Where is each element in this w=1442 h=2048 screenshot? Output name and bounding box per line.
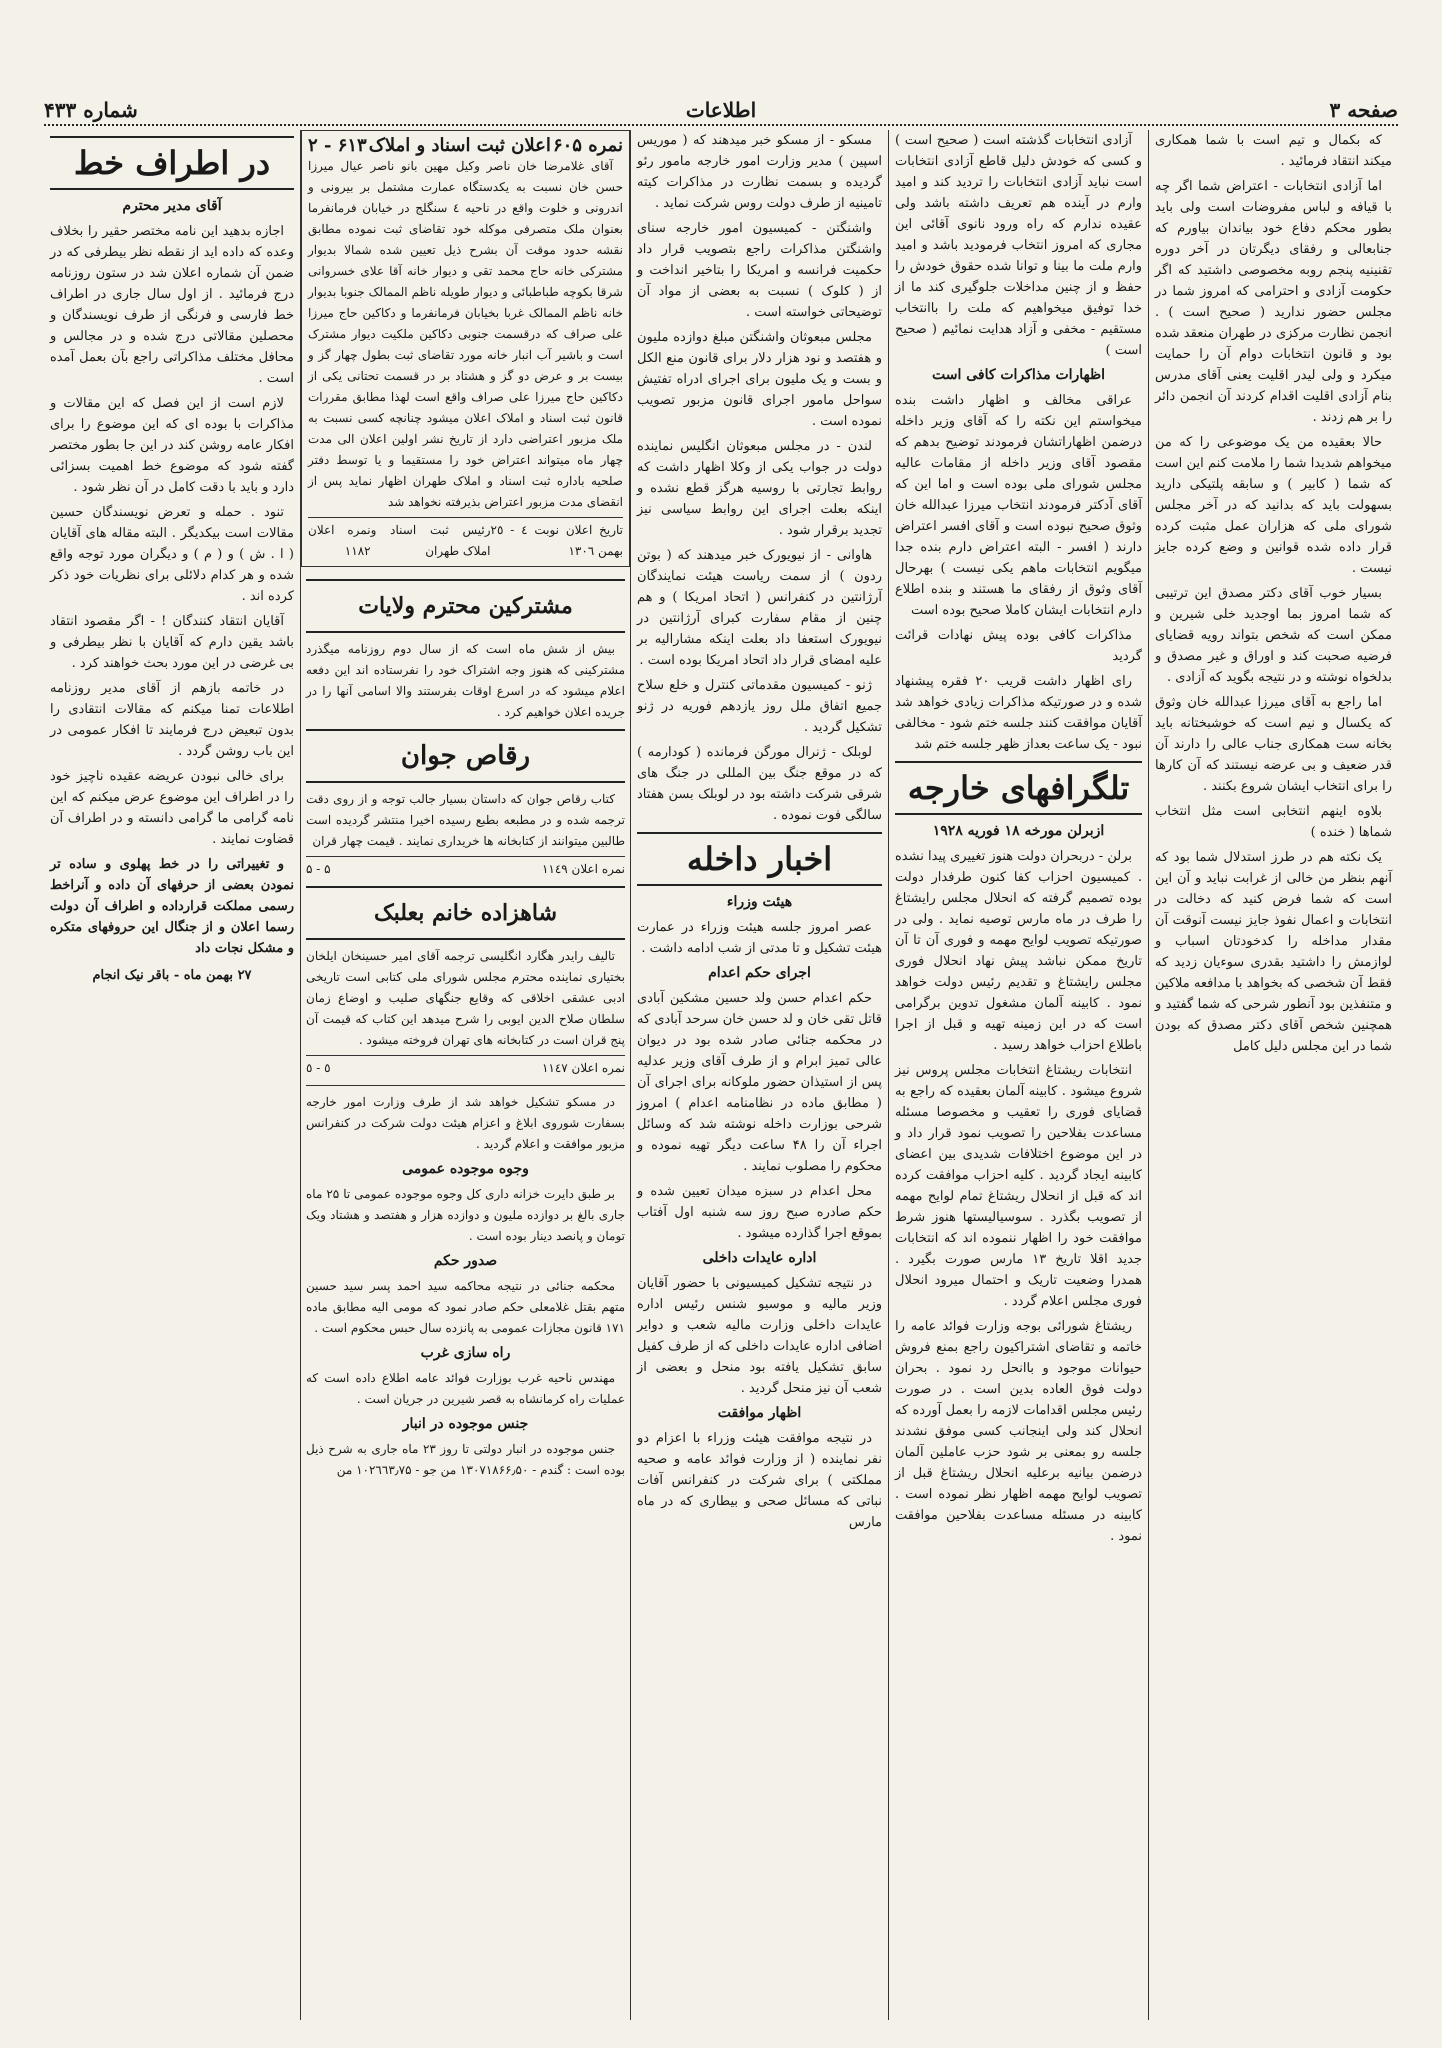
notice-body: آقای غلامرضا خان ناصر وکیل مهین بانو ناصر عیال میرزا حسن خان نسبت به یکدستگاه عمارت مشتمل بر بیرونی و اندرونی و خلوت واقع در ناحیه ٤ سنگلج در خیابان فرمانفرما بعنوان ملک متصرفی موکله خود تقاضای ثبت نموده مطابق نقشه حدود موقت آن بشرح ذیل تعیین شده شمالا بدیوار مشترکی خانه حاج محمد تقی و دیوار خانه آقا علای خسروانی شرقا بکوچه طباطبائی و دیوار طویله ناظم الممالک جنوبا بدیوار خانه ناظم الممالک غربا بخیابان فرمانفرما و دکاکین حاج میرزا علی صراف که درقسمت جنوبی دکاکین ملکیت دیوار مشترک است و باشیر آب انبار خانه مورد تقاضای ثبت بطول چهار گز و بیست بر و عرض دو گز و هشتاد بر در قسمت تحتانی یکی از دکاکین حاج میرزا علی صراف واقع است لهذا مطابق مقررات قانون ثبت اسناد و املاک اعلان میشود چنانچه کسی نسبت به ملک مزبور اعتراضی دارد از تاریخ نشر اولین اعلان الی مدت چهار ماه میتواند اعتراض خود را مستقیما و یا توسط دفتر صلحیه باداره ثبت اسناد و املاک طهران اظهار نماید پس از انقضای مدت مزبور اعتراض بذیرفته نخواهد شد (308, 159, 623, 509)
col3-para1: مسکو - از مسکو خبر میدهند که ( موریس اسپین ) مدیر وزارت امور خارجه مامور رئو گردیده و بسمت نظارت در مذاکرات کیته تامینیه از طرف دولت روس شرکت نماید . (637, 133, 882, 211)
col4-news-para5: جنس موجوده در انبار دولتی تا روز ۲۳ ماه جاری به شرح ذیل بوده است : گندم - ۱۳۰۷۱۸۶۶٫۵۰ من جو - ۱۰۲٦٦۳٫۷۵ من (306, 1442, 625, 1477)
col1-para1: که بکمال و تیم است با شما همکاری میکند انتقاد فرمائید . (1155, 133, 1392, 169)
young-dancer-title: رقاص جوان (306, 729, 625, 783)
column-2 (888, 130, 1148, 2020)
col4-sub-verdict: صدور حکم (433, 1253, 498, 1269)
col5-para3: تنود . حمله و تعرض نویسندگان حسین مقالات است بیکدیگر . البته مقاله های آقایان ( ا . ش ) و ( م ) و دیگران مورد توجه واقع شده و هر کدام دلائلی برای نظریات خود ذکر کرده اند . (50, 505, 294, 604)
domestic-sub-agreement: اظهار موافقت (717, 1405, 802, 1421)
col4-news-para4: مهندس ناحیه غرب بوزارت فوائد عامه اطلاع داده است که عملیات راه کرمانشاه به قصر شیرین در جریان است . (306, 1371, 625, 1406)
col3-para9: حکم اعدام حسن ولد حسین مشکین آبادی قاتل تقی خان و لد حسن خان سرحد آبادی که در محکمه جنائی صادر شده بود در دیوان عالی تمیز ابرام و از طرف آقای وزیر عدلیه پس از استیذان حضور ملوکانه برای اجرای آن ( مطابق ماده در نظامنامه اعدام ) امروز شرحی بوزارت داخله نوشته شد که وسائل اجراء آن را ۴۸ ساعت دیگر تهیه نموده و محکوم را مصلوب نمایند . (637, 991, 882, 1174)
young-dancer-ref: ۵ - ۵ (306, 862, 331, 876)
princess-num: نمره اعلان ۱۱٤۷ (541, 1061, 625, 1075)
col4-news-para3: محکمه جنائی در نتیجه محاکمه سید احمد پسر سید حسین متهم بقتل غلامعلی حکم صادر نمود که مومی الیه مطابق ماده ۱۷۱ قانون مجازات عمومی به پانزده سال حبس محکوم است . (306, 1279, 625, 1335)
col3-para2: واشنگتن - کمیسیون امور خارجه سنای واشنگتن مذاکرات راجع بتصویب قرار داد حکمیت فرانسه و امریکا را بتاخیر انداخت و از ( کلوک ) نسبت به بعضی از مواد آن توضیحاتی خواسته است . (637, 221, 882, 320)
col3-para12: در نتیجه موافقت هیئت وزراء با اعزام دو نفر نماینده ( از وزارت فوائد عامه و صحیه مملکتی ) برای شرکت در کنفرانس آفات نباتی که مسائل صحی و بیطاری که در ماه مارس (637, 1431, 882, 1530)
issue-number: شماره ۴۳۳ (44, 98, 138, 122)
princess-title: شاهزاده خانم بعلبک (306, 886, 625, 940)
col2-para2: عراقی مخالف و اظهار داشت بنده میخواستم این نکته را که آقای وزیر داخله درضمن اظهاراتشان فرمودند توضیح بدهم که مقصود آقای وزیر داخله از مقامات عالیه مجلس شورای ملی بوده است و اما این که آقای آدکتر فرمودند انتخاب میرزا عبدالله خان وثوق صحیح نبوده است و آقای افسر اعتراض دارند ( افسر - البته اعتراض دارم بنده جدا میگویم انتخابات ماهم یکی نیست ) بهرحال آقای وثوق از رفقای ما هستند و بنده اطلاع دارم انتخابات ایشان کاملا صحیح بوده است (895, 393, 1142, 618)
letter-signature: ۲۷ بهمن ماه - باقر نیک انجام (92, 968, 252, 983)
column-1 (1148, 130, 1398, 2020)
notice-ref: ۶۱۳ - ۲ (308, 135, 367, 156)
col4-sub-road: راه سازی غرب (420, 1345, 511, 1361)
col2-para3: مذاکرات کافی بوده پیش نهادات قرائت گردید (895, 628, 1142, 664)
col2-para4: رای اظهار داشت قریب ۲۰ فقره پیشنهاد شده و در صورتیکه مذاکرات زیادی خواهد شد آقایان موافقت کنند جلسه ختم شود - مخالفی نبود - یک ساعت بعداز ظهر جلسه ختم شد (895, 674, 1142, 752)
col1-para3: حالا بعقیده من یک موضوعی را که من میخواهم شدیدا شما را ملامت کنم این است که شما ( کابیر ) و سابقه پلتیکی دارید بسهولت باید که بدانید که در آخر مجلس شورای ملی که هزاران عمل مثبت کرده قرار داده شده قوانین و وضع کرده جایز نیست . (1155, 435, 1392, 576)
princess-body: تالیف رایدر هگارد انگلیسی ترجمه آقای امیر حسینخان ایلخان بختیاری نماینده محترم مجلس شورای ملی کتابی است تاریخی ادبی عشقی اخلاقی که وقایع جنگهای صلیب و اوضاع زمان سلطان صلاح الدین ایوبی را شرح میدهد این کتاب که قیمت آن پنج قران است در کتابخانه های تهران فروخته میشود . (306, 949, 625, 1047)
telegram-dateline: ازبرلن مورخه ۱۸ فوریه ۱۹۲۸ (932, 823, 1105, 839)
column-5 (44, 130, 300, 2020)
domestic-sub-revenue: اداره عایدات داخلی (702, 1250, 817, 1266)
young-dancer-num: نمره اعلان ۱۱٤۹ (541, 862, 625, 876)
domestic-sub-execution: اجرای حکم اعدام (708, 965, 811, 981)
col3-para5: هاوانی - از نیویورک خبر میدهند که ( بوتن ردون ) از سمت ریاست هیئت نمایندگان آرژانتین در کنفرانس ( اتحاد امریکا ) و هم چنین از مقام سفارت کبرای آرژانتین در نیویورک استعفا داد بعلت اینکه مشارالیه بر علیه امضای قرار داد اتحاد امریکا بوده است . (637, 548, 882, 668)
col1-para6: بلاوه اینهم انتخابی است مثل انتخاب شماها ( خنده ) (1155, 804, 1392, 840)
subscribers-title: مشترکین محترم ولایات (306, 579, 625, 633)
col2-para7: ریشتاغ شورائی بوجه وزارت فوائد عامه را خاتمه و تقاضای اشتراکیون راجع بمنع فروش حیوانات موجود و باانحل رد نمود . بحران دولت فوق العاده بدین است . در صورت رئیس مجلس اقدامات لازمه را بعمل آورده که انحلال کند ولی اینجانب کسی موفق نشدند جلسه رو بمعنی بر شود حزب عاملین آلمان درضمن بیانیه برعلیه انحلال ریشتاغ قبل از تصویب لوایح مهمه اظهار نظر نموده است . کابینه در مسئله مساعدت بفلاحین موافقت نمود . (895, 1319, 1142, 1544)
col4-sub-warehouse: جنس موجوده در انبار (402, 1416, 529, 1432)
notice-number-2: نمره اعلان ۱۱۸۲ (308, 523, 371, 558)
col5-para7: و تغییراتی را در خط پهلوی و ساده تر نمودن بعضی از حرفهای آن داده و آنراخط رسمی مملکت قرارداده و اطراف آن دولت رسما اعلان و از جنگال این حروفهای متکره و مشکل نجات داد (50, 857, 294, 956)
col3-para11: در نتیجه تشکیل کمیسیونی با حضور آقایان وزیر مالیه و موسیو شنس رئیس اداره عایدات داخلی وزارت مالیه شعب و دوایر اضافی اداره عایدات داخلی که از طرف کفیل سابق تشکیل یافته بود منحل و بعضی از شعب آن نیز منحل گردید . (637, 1276, 882, 1396)
col2-para1: آزادی انتخابات گذشته است ( صحیح است ) و کسی که خودش دلیل قاطع آزادی انتخابات است نباید آزادی انتخابات را تردید کند و امید وارم در آینده هم تعریف داشته باشد ولی عقیده ندارم که راه ورود نانوی آقائی این مجاری که امروز انتخاب فرمودید باشد و امید وارم ملت ما بینا و توانا شده حقوق خودش را حفظ و از چنین مداخلات جلوگیری کند ما از خدا توفیق میخواهیم که ملت را باانتخاب مستقیم - مخفی و آزاد هدایت نمائیم ( صحیح است ) (895, 133, 1142, 358)
princess-ref: ٥ - ٥ (306, 1061, 331, 1075)
col1-para7: یک نکته هم در طرز استدلال شما بود که آنهم بنظر من خالی از غرابت نباید و آن این است که شما فرض کنید که دخالت در انتخابات و اعمال نفوذ جایز نیست آنوقت آن مقدار مداخله را کدخودتان اسباب و لوازمش را داشتید بقدری سوءیان زدید که فقط آن شخصی که بخواهد با مدافعه ملاکین و متنفذین بود آنطور شرحی که شما گفتید و همچنین شخص آقای دکتر مصدق که بودن شما در این مجلس دلیل کامل (1155, 850, 1392, 1054)
column-3 (630, 130, 888, 2020)
column-4 (300, 130, 630, 2020)
ads-column (301, 573, 630, 1485)
registration-notice (301, 130, 630, 567)
notice-date: تاریخ اعلان نوبت ٤ - ۲٥ بهمن ۱۳۰٦ (490, 523, 623, 558)
letter-salutation: آقای مدیر محترم (122, 198, 222, 214)
masthead (44, 96, 1398, 126)
col2-para5: برلن - دربحران دولت هنوز تغییری پیدا نشده . کمیسیون احزاب کفا کنون طرفدار دولت بوده تصمیم گرفته که انحلال مجلس رایشتاغ را طرف در ماه مارس توصیه نماید . ولی در صورتیکه تصویب لوایح مهمه و فوری آن تا آن تاریخ ممکن نباشد پیش نهاد انحلال فوری مجلس رایشتاغ و تقدیم رئیس دولت خواهد نمود . کابینه آلمان مشغول تدوین برگرامی است که در این زمینه تهیه و قبل از اجرا باطلاع احزاب خواهد رسید . (895, 849, 1142, 1053)
col1-para4: بسیار خوب آقای دکتر مصدق این ترتیبی که شما امروز بما اوجدید خلی شیرین و ممکن است که شخص بتواند رویه قضایای فرضیه صحبت کند و اوراق و غیر مصدق و بدلخواه نوشته و در نتیجه بگوید که آزادی . (1155, 586, 1392, 685)
col4-news-para1: در مسکو تشکیل خواهد شد از طرف وزارت امور خارجه بسفارت شوروی ابلاغ و اعزام هیئت دولت شرکت در کنفرانس مزبور موافقت و اعلام گردید . (306, 1095, 625, 1151)
col3-para6: ژنو - کمیسیون مقدماتی کنترل و خلع سلاح جمیع اتفاق ملل روز یازدهم فوریه در ژنو تشکیل گردید . (637, 678, 882, 735)
col5-para1: اجازه بدهید این نامه مختصر حقیر را بخلاف وعده که داده اید از نقطه نظر بیطرفی که در ضمن آن شماره اعلان شد در ستون روزنامه درج فرمائید . از اول سال جاری در اطراف خط فارسی و فرنگی از طرف نویسندگان و محصلین مقالاتی درج شده و در مجالس و محافل مختلف مذاکراتی راجع بآن بعمل آمده است . (50, 224, 294, 386)
col3-para8: عصر امروز جلسه هیئت وزراء در عمارت هیئت تشکیل و تا مدتی از شب ادامه داشت . (637, 920, 882, 956)
col3-para7: لوبلک - ژنرال مورگن فرمانده ( کودارمه ) که در موقع جنگ بین المللی در جنگ های شرقی شرکت داشته بود در لوبلک بسن هفتاد سالگی فوت نموده . (637, 745, 882, 823)
col2-para6: انتخابات ریشتاغ انتخابات مجلس پروس نیز شروع میشود . کابینه آلمان بعقیده که راجع به قضایای فوری را تعقیب و مخصوصا مسئله مساعدت بفلاحین را تصویب نمود قرار داد و در این موضوع اختلافات شدیدی بین اعضای کابینه ایجاد گردید . کلیه احزاب موافقت کرده اند که قبل از انحلال ریشتاغ تمام لوایح مهمه از تصویب بگذرد . سوسیالیستها هنوز شرط موافقت خود را اظهار ننموده اند که انتخابات جدید اقلا تاریخ ۱۳ مارس صورت بگیرد . همدرا وضعیت تاریک و احتمال میرود انحلال فوری مجلس اعلام گردد . (895, 1063, 1143, 1309)
col1-para2: اما آزادی انتخابات - اعتراض شما اگر چه با قیافه و لباس مفروضات است ولی باید بطور محکم دفاع خود بیاندان بیاورم که جنابعالی و رفقای دیگرتان در آخر دوره تقنینیه پنجم روبه مخصوصی داشتید که اگر حکومت آزادی و احترامی که امروز شما در مجلس حضور ندارید ( صحیح است ) . انجمن نظارت مرکزی در طهران منعقد شده بود و قانون انتخابات دوام آن را حمایت میکرد و ولی لیدر اقلیت یعنی آقای مدرس بنام آزادی اقلیت اقدام کردند آن انجمن دائر را بر هم زدند . (1155, 179, 1392, 425)
young-dancer-body: کتاب رقاص جوان که داستان بسیار جالب توجه و از روی دقت ترجمه شده و در مطبعه بطبع رسیده اخیرا منتشر گردیده است طالبین میتوانند از کتابخانه ها خریداری نمایند . قیمت چهار قران (306, 792, 625, 848)
notice-number: نمره ۶۰۵ (552, 135, 623, 156)
domestic-sub-cabinet: هیئت وزراء (726, 894, 793, 910)
col1-para5: اما راجع به آقای میرزا عبدالله خان وثوق که یکسال و نیم است که خوشبختانه باید بخانه ست همکاری جناب عالی را دارند آن قدر ضعیف و بی عرضه نیستند که آن کارها را برای انتخاب ایشان شروع بکنند . (1155, 695, 1392, 794)
domestic-news-title: اخبار داخله (637, 832, 882, 886)
col4-sub-funds: وجوه موجوده عمومی (402, 1161, 529, 1177)
notice-title: اعلان ثبت اسناد و املاک (368, 135, 551, 156)
col3-para10: محل اعدام در سبزه میدان تعیین شده و حکم صادره صبح روز سه شنبه اول آفتاب بموقع اجرا گذارده میشود . (637, 1184, 882, 1241)
col3-para3: مجلس مبعوثان واشنگتن مبلغ دوازده ملیون و هفتصد و نود هزار دلار برای قانون منع الکل و بست و یک ملیون برای اجرای ادراه تفتیش سواحل مامور اجرای قانون مزبور تصویب نموده است . (637, 330, 882, 429)
notice-signer: رئیس ثبت اسناد و املاک طهران (370, 523, 491, 558)
foreign-telegrams-title: تلگرافهای خارجه (895, 761, 1142, 815)
script-debate-title: در اطراف خط (50, 136, 294, 190)
col5-para6: برای خالی نبودن عریضه عقیده ناچیز خود را در اطراف این موضوع عرض میکنم که این نامه گرامی ما گرامی دانسته و در اطراف آن قضاوت نمایند . (50, 769, 294, 847)
col4-news-para2: بر طبق دایرت خزانه داری کل وجوه موجوده عمومی تا ۲۵ ماه جاری بالغ بر دوازده ملیون و دوازده هزار و هفتصد و هشتاد ویک تومان و پانصد دینار بوده است . (306, 1187, 625, 1243)
col5-para4: آقایان انتقاد کنندگان ! - اگر مقصود انتقاد باشد یقین دارم که آقایان با نظر بیطرفی و بی غرضی در این مورد بحث خواهند کرد . (50, 614, 294, 671)
col3-para4: لندن - در مجلس مبعوثان انگلیس نماینده دولت در جواب یکی از وکلا اظهار داشت که روابط تجارتی با روسیه هرگز قطع نشده و اینکه بعلت اجرای این روابط سیاسی نیز تجدید برقرار شود . (637, 439, 882, 538)
columns (44, 130, 1398, 2020)
col5-para5: در خاتمه بازهم از آقای مدیر روزنامه اطلاعات تمنا میکنم که مقالات انتقادی را بدون تبعیض درج فرمایند تا افکار عمومی در این باب روشن گردد . (50, 681, 294, 759)
subscribers-body: بیش از شش ماه است که از سال دوم روزنامه میگذرد مشترکینی که هنوز وجه اشتراک خود را نفرستاده اند این دفعه اعلام میشود که در اسرع اوقات بفرستند والا اسامی آنها را در جریده اعلان خواهیم کرد . (306, 642, 625, 719)
page-number: صفحه ۳ (1329, 98, 1398, 122)
col2-subhead: اظهارات مذاکرات کافی است (931, 367, 1106, 383)
col5-para2: لازم است از این فصل که این مقالات و مذاکرات با بوده ای که این موضوع را برای افکار عامه روشن کند در این جا بطور مختصر گفته شود که موضوع خط اهمیت بسزائی دارد و باید با دقت کامل در آن نظر شود . (50, 396, 294, 495)
ads-and-news (301, 573, 630, 1485)
paper-name: اطلاعات (685, 98, 757, 122)
